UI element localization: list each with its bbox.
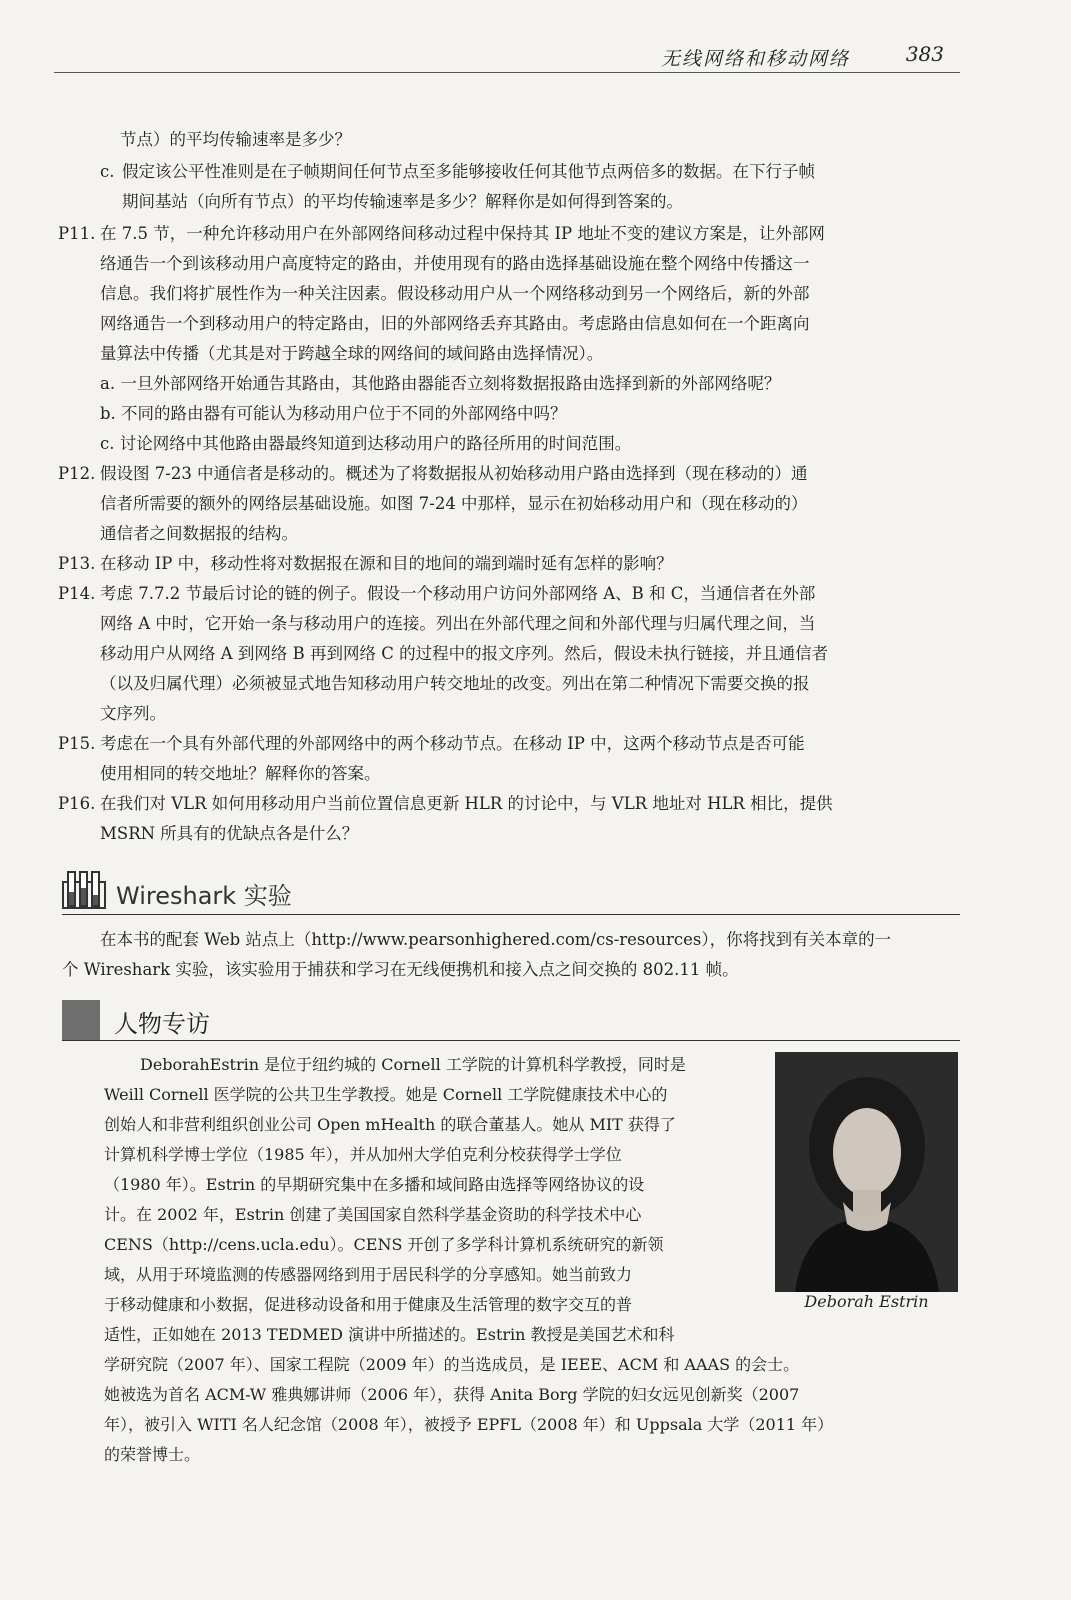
problem-p13-line: 在移动 IP 中，移动性将对数据报在源和目的地间的端到端时延有怎样的影响？ <box>100 554 673 573</box>
chapter-title: 无线网络和移动网络 <box>660 48 850 70</box>
interview-title: 人物专访 <box>114 1010 210 1038</box>
problem-c-line: 期间基站（向所有节点）的平均传输速率是多少？解释你是如何得到答案的。 <box>122 192 683 211</box>
bio-line: Weill Cornell 医学院的公共卫生学教授。她是 Cornell 工学院健康技术中心的 <box>104 1085 668 1104</box>
photo-caption: Deborah Estrin <box>804 1292 929 1311</box>
wireshark-section-heading <box>62 870 960 915</box>
bio-line: （1980 年）。Estrin 的早期研究集中在多播和域间路由选择等网络协议的设 <box>104 1175 645 1194</box>
problem-c-line: 假定该公平性准则是在子帧期间任何节点至多能够接收任何其他节点两倍多的数据。在下行子帧 <box>122 162 815 181</box>
bio-line: 于移动健康和小数据，促进移动设备和用于健康及生活管理的数字交互的普 <box>104 1295 633 1314</box>
wireshark-text-line: 个 Wireshark 实验，该实验用于捕获和学习在无线便携机和接入点之间交换的 802.11 帧。 <box>62 960 739 979</box>
problem-p11-c: c. 讨论网络中其他路由器最终知道到达移动用户的路径所用的时间范围。 <box>100 434 632 453</box>
problem-p16-line: 在我们对 VLR 如何用移动用户当前位置信息更新 HLR 的讨论中，与 VLR 地址对 HLR 相比，提供 <box>100 794 833 813</box>
problem-p12-line: 通信者之间数据报的结构。 <box>100 524 298 543</box>
bio-line: 的荣誉博士。 <box>104 1445 201 1464</box>
problem-p12-line: 假设图 7-23 中通信者是移动的。概述为了将数据报从初始移动用户路由选择到（现在移动的）通 <box>100 464 808 483</box>
problem-label-p12: P12. <box>58 464 96 483</box>
bio-line: 域，从用于环境监测的传感器网络到用于居民科学的分享感知。她当前致力 <box>104 1265 633 1284</box>
problem-label-p14: P14. <box>58 584 96 603</box>
problem-p14-line: 网络 A 中时，它开始一条与移动用户的连接。列出在外部代理之间和外部代理与归属代理之间，当 <box>100 614 816 633</box>
section-marker-block <box>62 1000 100 1040</box>
problem-label-p15: P15. <box>58 734 96 753</box>
problem-fragment-line: 节点）的平均传输速率是多少？ <box>120 130 351 149</box>
bio-line: 年），被引入 WITI 名人纪念馆（2008 年），被授予 EPFL（2008 年）和 Uppsala 大学（2011 年） <box>104 1415 834 1434</box>
wireshark-title: Wireshark 实验 <box>116 882 292 910</box>
portrait-photo <box>775 1052 958 1292</box>
problem-p14-line: 考虑 7.7.2 节最后讨论的链的例子。假设一个移动用户访问外部网络 A、B 和 C，当通信者在外部 <box>100 584 816 603</box>
bio-line: CENS（http://cens.ucla.edu）。CENS 开创了多学科计算机系统研究的新领 <box>104 1235 664 1254</box>
problem-p14-line: （以及归属代理）必须被显式地告知移动用户转交地址的改变。列出在第二种情况下需要交换的报 <box>100 674 810 693</box>
bio-line: 学研究院（2007 年）、国家工程院（2009 年）的当选成员，是 IEEE、ACM 和 AAAS 的会士。 <box>104 1355 800 1374</box>
bio-line: DeborahEstrin 是位于纽约城的 Cornell 工学院的计算机科学教授，同时是 <box>140 1055 686 1074</box>
problem-p11-line: 网络通告一个到移动用户的特定路由，旧的外部网络丢弃其路由。考虑路由信息如何在一个距离向 <box>100 314 810 333</box>
problem-p15-line: 使用相同的转交地址？解释你的答案。 <box>100 764 381 783</box>
lab-flask-icon <box>62 870 106 910</box>
interview-section-heading <box>62 1000 960 1041</box>
problem-p11-line: 络通告一个到该移动用户高度特定的路由，并使用现有的路由选择基础设施在整个网络中传播这一 <box>100 254 810 273</box>
problem-p12-line: 信者所需要的额外的网络层基础设施。如图 7-24 中那样，显示在初始移动用户和（现在移动的） <box>100 494 808 513</box>
bio-line: 她被选为首名 ACM-W 雅典娜讲师（2006 年），获得 Anita Borg 学院的妇女远见创新奖（2007 <box>104 1385 800 1404</box>
problem-p11-b: b. 不同的路由器有可能认为移动用户位于不同的外部网络中吗？ <box>100 404 567 423</box>
bio-line: 计算机科学博士学位（1985 年），并从加州大学伯克利分校获得学士学位 <box>104 1145 622 1164</box>
problem-p11-a: a. 一旦外部网络开始通告其路由，其他路由器能否立刻将数据报路由选择到新的外部网络呢？ <box>100 374 781 393</box>
running-header <box>54 38 960 73</box>
problem-p14-line: 移动用户从网络 A 到网络 B 再到网络 C 的过程中的报文序列。然后，假设未执行链接，并且通信者 <box>100 644 829 663</box>
wireshark-text-line: 在本书的配套 Web 站点上（http://www.pearsonhighered.com/cs-resources），你将找到有关本章的一 <box>100 930 892 949</box>
problem-p11-line: 信息。我们将扩展性作为一种关注因素。假设移动用户从一个网络移动到另一个网络后，新的外部 <box>100 284 810 303</box>
problem-label-p16: P16. <box>58 794 96 813</box>
problem-p15-line: 考虑在一个具有外部代理的外部网络中的两个移动节点。在移动 IP 中，这两个移动节点是否可能 <box>100 734 805 753</box>
problem-label-p13: P13. <box>58 554 96 573</box>
bio-line: 计。在 2002 年，Estrin 创建了美国国家自然科学基金资助的科学技术中心 <box>104 1205 642 1224</box>
bio-line: 适性，正如她在 2013 TEDMED 演讲中所描述的。Estrin 教授是美国艺术和科 <box>104 1325 675 1344</box>
problem-label-p11: P11. <box>58 224 96 243</box>
page-number: 383 <box>905 42 944 66</box>
problem-p11-line: 在 7.5 节，一种允许移动用户在外部网络间移动过程中保持其 IP 地址不变的建议方案是，让外部网 <box>100 224 825 243</box>
problem-p11-line: 量算法中传播（尤其是对于跨越全球的网络间的域间路由选择情况）。 <box>100 344 604 363</box>
problem-p14-line: 文序列。 <box>100 704 166 723</box>
bio-line: 创始人和非营利组织创业公司 Open mHealth 的联合董基人。她从 MIT 获得了 <box>104 1115 676 1134</box>
problem-c-label: c. <box>100 162 115 181</box>
problem-p16-line: MSRN 所具有的优缺点各是什么？ <box>100 824 359 843</box>
